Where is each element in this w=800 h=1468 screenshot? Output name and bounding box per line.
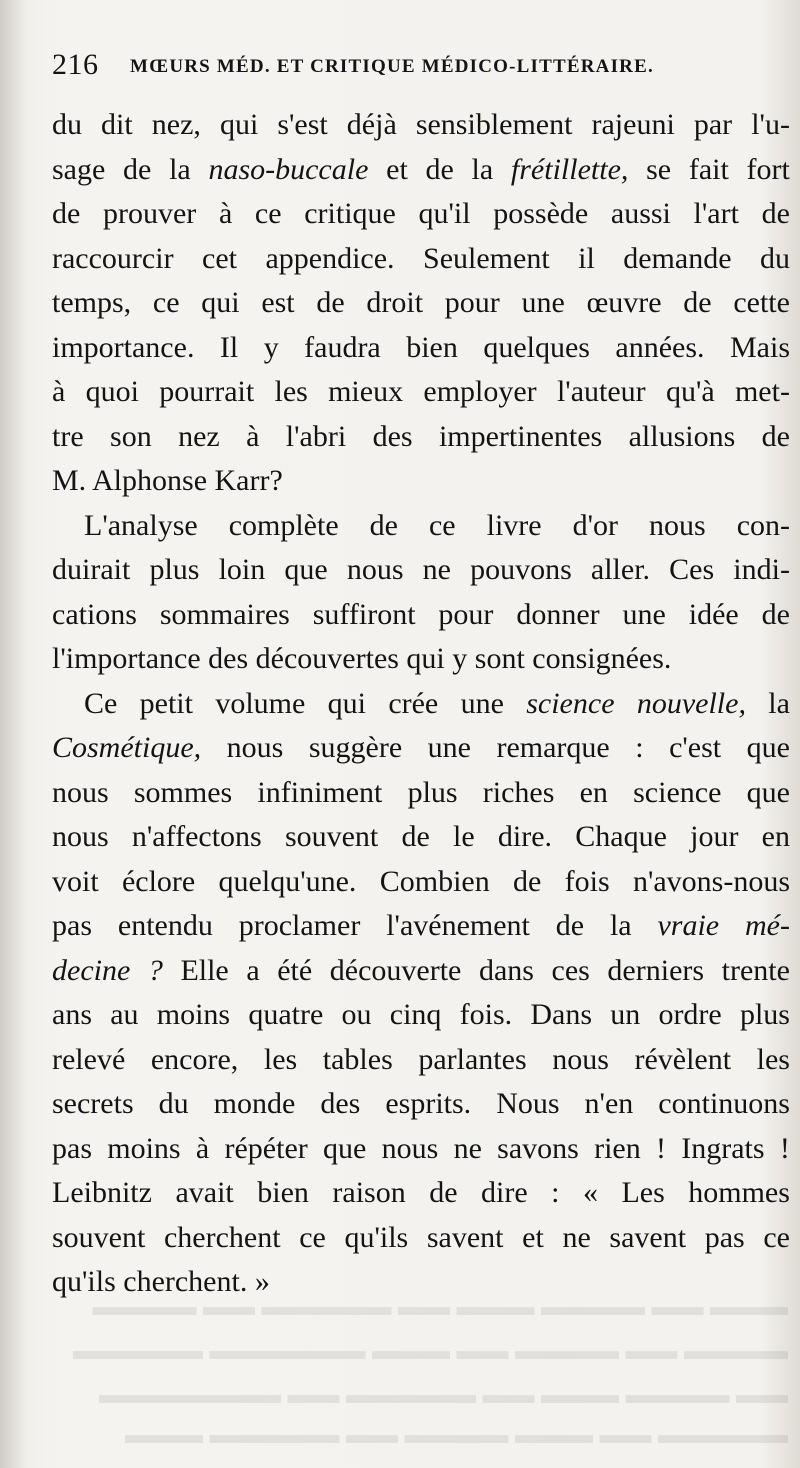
word: complète (228, 508, 339, 542)
word: pas (704, 1220, 745, 1254)
word: allusions (628, 419, 736, 453)
word: de (761, 597, 790, 631)
text-line (52, 326, 790, 371)
word: parlantes (418, 1042, 527, 1076)
word: que (284, 553, 328, 586)
word: pourrait (159, 375, 255, 408)
word: Nous (496, 1087, 560, 1120)
word: bien (257, 1176, 309, 1209)
word: prouver (102, 197, 197, 230)
word: de (123, 152, 152, 186)
word: qui (327, 686, 366, 720)
word: continuons (658, 1087, 790, 1120)
word: dire. (497, 820, 553, 853)
word: relevé (52, 1042, 126, 1076)
word: sommaires (159, 597, 290, 631)
text-line (52, 459, 790, 504)
word: été (277, 953, 313, 987)
word: monde (213, 1087, 296, 1120)
word: mieux (328, 375, 404, 408)
word: de (52, 197, 81, 230)
word: jour (690, 820, 739, 853)
word: des (372, 419, 413, 453)
word: sensiblement (415, 108, 573, 141)
show-through-decoration: ▬▬▬▬ ▬▬ ▬▬▬▬ ▬▬ ▬▬▬ ▬▬▬▬▬▬ ▬▬▬▬▬ (73, 1336, 788, 1365)
word: derniers (607, 953, 705, 987)
word: ce (763, 1220, 790, 1254)
word: la (169, 152, 191, 186)
word: cherchent (163, 1220, 281, 1254)
word: est (261, 286, 295, 319)
text-line (52, 949, 790, 994)
word: ou (341, 998, 372, 1031)
word: encore, (150, 1042, 239, 1076)
text-line (52, 370, 790, 415)
word: aller. (590, 553, 651, 586)
word: plus (739, 998, 790, 1031)
word: ne (453, 1131, 482, 1165)
word: qu'il (418, 197, 471, 230)
show-through-decoration: ▬▬ ▬▬▬▬ ▬▬▬ ▬▬ ▬▬▬▬▬ ▬▬ ▬▬▬▬▬▬▬ (99, 1380, 788, 1409)
word: demande (623, 241, 732, 275)
text-line (52, 1171, 790, 1216)
word: qui (201, 286, 240, 319)
word: raison (332, 1176, 406, 1209)
word: ! (779, 1131, 790, 1165)
word: moins (107, 1131, 181, 1165)
text-line (52, 148, 790, 193)
page-number: 216 (52, 48, 99, 81)
word: proclamer (238, 909, 361, 942)
word: Ces (669, 553, 715, 586)
word: au (110, 998, 139, 1031)
word: met- (734, 375, 790, 408)
word: la (609, 909, 632, 942)
word: sommes (133, 775, 233, 809)
word: plus (149, 553, 200, 586)
word: Ingrats (681, 1131, 765, 1165)
word: œuvre (586, 286, 662, 319)
word: l'art (693, 197, 739, 230)
word: droit (366, 286, 424, 319)
word: cinq (389, 998, 442, 1031)
word: tre (52, 419, 84, 453)
word: de (316, 286, 345, 319)
word: ! (656, 1131, 666, 1165)
show-through-decoration: ▬▬▬▬▬ ▬▬ ▬▬▬ ▬▬▬▬ ▬▬ ▬▬▬▬▬ ▬▬▬ (125, 1420, 788, 1449)
word: Leibnitz (52, 1176, 152, 1209)
word: quoi (85, 375, 139, 408)
word: d'or (572, 508, 618, 542)
text-line (52, 1127, 790, 1172)
word: Les (621, 1176, 665, 1209)
text-segment: M. Alphonse Karr? (52, 464, 283, 497)
italic-word: nouvelle, (636, 686, 746, 720)
word: années. (615, 330, 705, 364)
word: du (52, 108, 82, 141)
italic-word: naso-buccale (208, 152, 369, 186)
word: ne (562, 1220, 591, 1254)
text-line (52, 103, 790, 148)
word: entendu (117, 909, 213, 942)
word: crée (388, 686, 439, 720)
word: le (453, 820, 475, 853)
word: nous (381, 1131, 439, 1165)
text-line (52, 192, 790, 237)
word: les (274, 375, 308, 408)
word: nous (346, 553, 404, 586)
word: souvent (52, 1220, 146, 1254)
word: nous (52, 820, 109, 853)
word: faudra (304, 330, 381, 364)
word: importance. (52, 330, 195, 364)
word: les (263, 1042, 298, 1076)
word: volume (215, 686, 306, 720)
word: rajeuni (591, 108, 675, 141)
word: que (746, 775, 790, 809)
text-line (52, 1216, 790, 1261)
text-line (52, 593, 790, 638)
word: Combien (379, 864, 490, 898)
word: nous (226, 731, 284, 764)
text-line (52, 504, 790, 549)
word: y (263, 330, 279, 364)
word: n'avons-nous (632, 864, 790, 898)
word: des (320, 1087, 361, 1120)
word: de (429, 1176, 458, 1209)
word: que (323, 1131, 367, 1165)
running-title: MŒURS MÉD. ET CRITIQUE MÉDICO-LITTÉRAIRE. (130, 56, 654, 77)
italic-word: decine (52, 953, 131, 987)
word: l'auteur (556, 375, 646, 408)
text-line (52, 682, 790, 727)
word: plus (407, 775, 458, 809)
word: savons (497, 1131, 579, 1165)
word: savent (609, 1220, 687, 1254)
word: fort (746, 152, 790, 186)
word: l'abri (285, 419, 347, 453)
word: idée (688, 597, 739, 631)
word: en (761, 820, 790, 853)
word: quelques (483, 330, 590, 364)
word: sage (52, 152, 106, 186)
running-header (52, 48, 760, 88)
word: tables (322, 1042, 393, 1076)
word: la (471, 152, 494, 186)
word: suffiront (312, 597, 416, 631)
text-line (52, 1260, 790, 1305)
text-line (52, 237, 790, 282)
word: : (635, 731, 644, 764)
text-line (52, 815, 790, 860)
word: livre (486, 508, 542, 542)
word: ce (152, 286, 180, 319)
text-line (52, 1082, 790, 1127)
word: appendice. (265, 241, 395, 275)
word: fois. (459, 998, 513, 1031)
word: cations (52, 597, 137, 631)
word: raccourcir (52, 241, 174, 275)
word: de (683, 286, 712, 319)
word: nous (552, 1042, 609, 1076)
word: Chaque (575, 820, 667, 853)
word: ce (254, 197, 282, 230)
word: Elle (180, 953, 229, 987)
word: riches (482, 775, 555, 809)
italic-word: frétillette, (510, 152, 629, 186)
text-line (52, 637, 790, 682)
word: la (768, 686, 790, 720)
word: infiniment (257, 775, 383, 809)
word: de (513, 864, 542, 898)
text-line (52, 771, 790, 816)
word: savent (426, 1220, 504, 1254)
word: une (427, 731, 471, 764)
word: secrets (52, 1087, 134, 1120)
word: et (522, 1220, 544, 1254)
word: ordre (658, 998, 722, 1031)
word: Mais (730, 330, 790, 364)
word: fois (564, 864, 610, 898)
word: critique (304, 197, 396, 230)
italic-word: mé- (745, 909, 790, 942)
word: Ce (84, 686, 118, 720)
word: il (578, 241, 595, 275)
text-line (52, 726, 790, 771)
word: voit (52, 864, 99, 898)
word: pas (52, 1131, 92, 1165)
word: ces (551, 953, 590, 987)
word: Seulement (423, 241, 550, 275)
word: du (759, 241, 790, 275)
word: nez, (151, 108, 201, 141)
italic-word: vraie (657, 909, 720, 942)
word: éclore (121, 864, 196, 898)
word: que (746, 731, 790, 764)
word: qu'ils (344, 1220, 409, 1254)
word: science (633, 775, 722, 809)
word: nous (649, 508, 706, 542)
word: de (761, 419, 790, 453)
word: une (622, 597, 666, 631)
word: par (693, 108, 733, 141)
word: déjà (346, 108, 397, 141)
word: l'u- (751, 108, 790, 141)
word: avait (175, 1176, 234, 1209)
text-line (52, 860, 790, 905)
text-segment: qu'ils cherchent. » (52, 1265, 270, 1298)
word: nez (178, 419, 220, 453)
word: c'est (669, 731, 722, 764)
word: qu'à (665, 375, 715, 408)
word: fait (688, 152, 729, 186)
show-through-decoration: ▬▬▬ ▬▬ ▬▬▬▬ ▬▬▬ ▬▬ ▬▬▬▬▬ ▬▬ ▬▬▬▬ (92, 1292, 788, 1321)
word: de (425, 152, 454, 186)
word: pas (52, 909, 92, 942)
word: pouvons (470, 553, 572, 586)
word: « (582, 1176, 598, 1209)
word: de (761, 197, 790, 230)
text-line (52, 904, 790, 949)
word: révèlent (634, 1042, 732, 1076)
body-text (52, 103, 790, 1305)
word: de (401, 820, 430, 853)
word: possède (493, 197, 589, 230)
word: suggère (308, 731, 403, 764)
word: temps, (52, 286, 132, 319)
word: con- (736, 508, 790, 542)
word: découverte (329, 953, 462, 987)
word: indi- (733, 553, 790, 586)
word: ans (52, 998, 92, 1031)
text-line (52, 281, 790, 326)
word: dire (481, 1176, 528, 1209)
word: à (52, 375, 66, 408)
word: quatre (248, 998, 324, 1031)
word: esprits. (385, 1087, 472, 1120)
word: ce (299, 1220, 326, 1254)
word: à (218, 197, 233, 230)
word: nous (52, 775, 109, 809)
word: petit (139, 686, 193, 720)
word: duirait (52, 553, 131, 586)
text-line (52, 993, 790, 1038)
italic-word: Cosmétique, (52, 731, 202, 764)
word: Dans (530, 998, 592, 1031)
word: pour (444, 286, 500, 319)
word: impertinentes (438, 419, 603, 453)
word: de (555, 909, 585, 942)
word: en (579, 775, 608, 809)
word: ce (428, 508, 456, 542)
word: : (551, 1176, 560, 1209)
word: cette (733, 286, 790, 319)
word: et (386, 152, 408, 186)
text-segment: l'importance des découvertes qui y sont consignées. (52, 642, 672, 675)
word: ne (422, 553, 451, 586)
text-line (52, 1038, 790, 1083)
italic-word: science (526, 686, 615, 720)
word: cet (202, 241, 237, 275)
word: moins (156, 998, 231, 1031)
word: hommes (688, 1176, 790, 1209)
word: employer (423, 375, 537, 408)
word: une (521, 286, 565, 319)
word: dit (101, 108, 133, 141)
word: trente (721, 953, 790, 987)
word: rien (594, 1131, 641, 1165)
word: les (756, 1042, 790, 1076)
word: qui (219, 108, 259, 141)
word: n'en (584, 1087, 634, 1120)
italic-word: ? (147, 953, 163, 987)
word: pour (438, 597, 494, 631)
word: son (110, 419, 152, 453)
word: souvent (284, 820, 379, 853)
word: bien (406, 330, 458, 364)
word: L'analyse (84, 508, 198, 542)
word: de (369, 508, 398, 542)
word: loin (218, 553, 266, 586)
word: du (158, 1087, 189, 1120)
text-line (52, 548, 790, 593)
word: Il (219, 330, 239, 364)
word: n'affectons (131, 820, 262, 853)
word: aussi (610, 197, 671, 230)
word: s'est (277, 108, 328, 141)
word: a (246, 953, 260, 987)
word: l'avénement (386, 909, 530, 942)
word: un (610, 998, 641, 1031)
word: quelqu'une. (218, 864, 357, 898)
word: une (460, 686, 504, 720)
word: dans (478, 953, 534, 987)
word: se (646, 152, 672, 186)
word: donner (516, 597, 600, 631)
word: remarque (496, 731, 610, 764)
text-line (52, 415, 790, 460)
word: répéter (224, 1131, 308, 1165)
word: à (246, 419, 260, 453)
word: à (195, 1131, 210, 1165)
